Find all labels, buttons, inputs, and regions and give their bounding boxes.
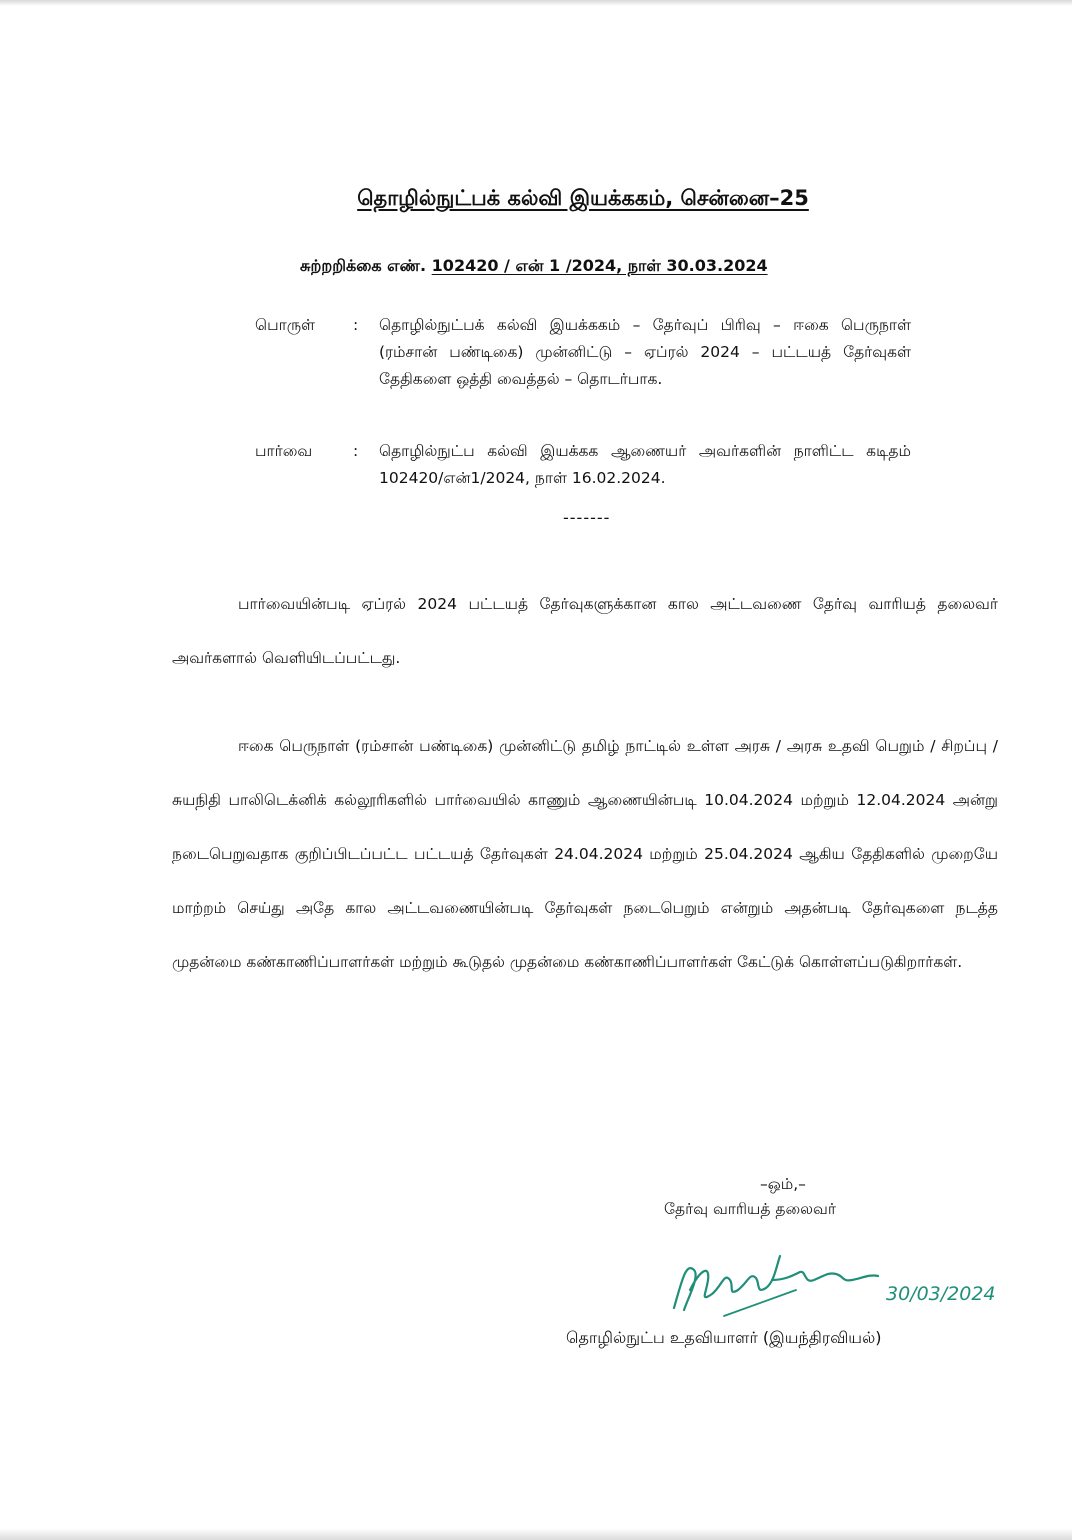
subject-colon: : — [353, 316, 359, 334]
circular-reference-line — [300, 256, 768, 277]
body-paragraph-1: பார்வையின்படி ஏப்ரல் 2024 பட்டயத் தேர்வுகளுக்கான கால அட்டவணை தேர்வு வாரியத் தலைவர் அவர்களால் வெளியிடப்பட்டது. — [172, 595, 998, 667]
signature-date: 30/03/2024 — [886, 1283, 996, 1305]
sign-designation: தேர்வு வாரியத் தலைவர் — [664, 1200, 836, 1218]
scan-edge-bottom — [0, 1528, 1072, 1540]
reference-text: தொழில்நுட்ப கல்வி இயக்கக ஆணையர் அவர்களின் நாளிட்ட கடிதம் 102420/என்1/2024, நாள் 16.02.2024. — [379, 442, 911, 487]
office-heading: தொழில்நுட்பக் கல்வி இயக்ககம், சென்னை–25 — [357, 186, 809, 210]
body-paragraph-2: ஈகை பெருநாள் (ரம்சான் பண்டிகை) முன்னிட்டு தமிழ் நாட்டில் உள்ள அரசு / அரசு உதவி பெறும் / சிறப்பு / சுயநிதி பாலிடெக்னிக் கல்லூரிகளில் பார்வையில் காணும் ஆணையின்படி 10.04.2024 மற்றும் 12.04.2024 அன்று நடைபெறுவதாக குறிப்பிடப்பட்ட பட்டயத் தேர்வுகள் 24.04.2024 மற்றும் 25.04.2024 ஆகிய தேதிகளில் முறையே மாற்றம் செய்து அதே கால அட்டவணையின்படி தேர்வுகள் நடைபெறும் என்றும் அதன்படி தேர்வுகளை நடத்த முதன்மை கண்காணிப்பாளர்கள் மற்றும் கூடுதல் முதன்மை கண்காணிப்பாளர்கள் கேட்டுக் கொள்ளப்படுகிறார்கள். — [172, 737, 998, 971]
subject-label: பொருள் — [255, 316, 316, 334]
subject-row — [255, 312, 915, 422]
separator-dashes: ------- — [563, 508, 611, 527]
circular-number: 102420 / என் 1 /2024, நாள் 30.03.2024 — [431, 256, 768, 275]
signature-flourish — [724, 1290, 796, 1316]
sign-om: –ஒம்,– — [760, 1175, 806, 1193]
reference-row — [255, 438, 915, 494]
circular-prefix: சுற்றறிக்கை எண். — [300, 256, 427, 275]
subject-text: தொழில்நுட்பக் கல்வி இயக்ககம் – தேர்வுப் பிரிவு – ஈகை பெருநாள் (ரம்சான் பண்டிகை) முன்னிட்டு – ஏப்ரல் 2024 – பட்டயத் தேர்வுகள் தேதிகளை ஒத்தி வைத்தல் – தொடர்பாக. — [379, 316, 911, 388]
footer-designation: தொழில்நுட்ப உதவியாளர் (இயந்திரவியல்) — [566, 1328, 882, 1347]
reference-label: பார்வை — [255, 442, 313, 460]
handwritten-signature — [664, 1250, 1014, 1320]
scan-edge-top — [0, 0, 1072, 6]
reference-colon: : — [353, 442, 359, 460]
signature-stroke — [674, 1256, 878, 1310]
